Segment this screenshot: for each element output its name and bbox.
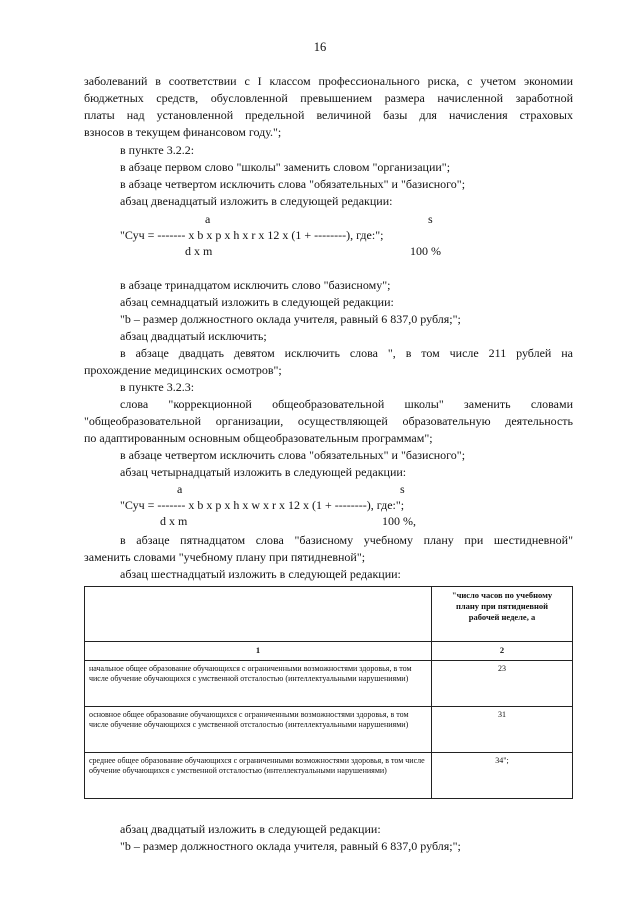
page-number: 16 [313, 40, 327, 54]
paragraph-line: платы над установленной предельной величиной базы для начисления страховых [84, 108, 573, 122]
amendment-line: в абзаце двадцать девятом исключить слова ", в том числе 211 рублей на [120, 346, 573, 360]
formula-denominator: d x m [185, 244, 213, 258]
clause-heading: в пункте 3.2.2: [120, 143, 195, 157]
education-level-cell: основное общее образование обучающихся с ограниченными возможностями здоровья, в том числе обучение обучающихся с умственной отсталостью (интеллектуальными нарушениями) [85, 707, 432, 753]
table-header-row [85, 587, 573, 642]
table-header-cell-empty [85, 587, 432, 642]
table-header-cell-hours: "число часов по учебному плану при пятидневной рабочей неделе, a [432, 587, 573, 642]
formula-main: "Суч = ------- x b x p x h x w x r x 12 x (1 + --------), где:"; [120, 498, 405, 512]
amendment-line: в абзаце тринадцатом исключить слово "базисному"; [120, 278, 391, 292]
formula-numerator-a: a [205, 212, 211, 226]
amendment-line: в абзаце первом слово "школы" заменить словом "организации"; [120, 160, 451, 174]
formula-denominator: d x m [160, 514, 188, 528]
clause-heading: в пункте 3.2.3: [120, 380, 195, 394]
amendment-line: заменить словами "учебному плану при пятидневной"; [84, 550, 366, 564]
amendment-line: абзац шестнадцатый изложить в следующей редакции: [120, 567, 401, 581]
hours-value-cell: 34"; [432, 753, 573, 799]
amendment-line: в абзаце четвертом исключить слова "обязательных" и "базисного"; [120, 448, 466, 462]
amendment-line: "b – размер должностного оклада учителя, равный 6 837,0 рубля;"; [120, 839, 461, 853]
education-level-cell: начальное общее образование обучающихся с ограниченными возможностями здоровья, в том числе обучение обучающихся с умственной отсталостью (интеллектуальными нарушениями) [85, 661, 432, 707]
column-number-2: 2 [432, 642, 573, 661]
amendment-line: "общеобразовательной организации, осуществляющей образовательную деятельность [84, 414, 573, 428]
paragraph-line: бюджетных средств, обусловленной превышением размера начисленной заработной [84, 91, 573, 105]
table-row [85, 661, 573, 707]
formula-percent: 100 %, [382, 514, 416, 528]
amendment-line: прохождение медицинских осмотров"; [84, 363, 282, 377]
amendment-line: абзац семнадцатый изложить в следующей редакции: [120, 295, 394, 309]
amendment-line: абзац четырнадцатый изложить в следующей редакции: [120, 465, 407, 479]
education-level-cell: среднее общее образование обучающихся с ограниченными возможностями здоровья, в том числе обучение обучающихся с умственной отсталостью (интеллектуальными нарушениями) [85, 753, 432, 799]
column-number-1: 1 [85, 642, 432, 661]
paragraph-line: заболеваний в соответствии с I классом профессионального риска, с учетом экономии [84, 74, 573, 88]
formula-percent: 100 % [410, 244, 441, 258]
formula-numerator-s: s [400, 482, 405, 496]
amendment-line: абзац двадцатый исключить; [120, 329, 267, 343]
amendment-line: абзац двенадцатый изложить в следующей редакции: [120, 194, 393, 208]
amendment-line: в абзаце четвертом исключить слова "обязательных" и "базисного"; [120, 177, 466, 191]
amendment-line: по адаптированным основным общеобразовательным программам"; [84, 431, 433, 445]
table-row [85, 707, 573, 753]
table-row [85, 753, 573, 799]
formula-main: "Суч = ------- x b x p x h x r x 12 x (1 + --------), где:"; [120, 228, 384, 242]
hours-value-cell: 23 [432, 661, 573, 707]
paragraph-line: взносов в текущем финансовом году."; [84, 125, 282, 139]
formula-numerator-a: a [177, 482, 183, 496]
formula-numerator-s: s [428, 212, 433, 226]
table-number-row [85, 642, 573, 661]
hours-table [84, 586, 573, 799]
hours-value-cell: 31 [432, 707, 573, 753]
amendment-line: "b – размер должностного оклада учителя, равный 6 837,0 рубля;"; [120, 312, 461, 326]
amendment-line: абзац двадцатый изложить в следующей редакции: [120, 822, 381, 836]
amendment-line: в абзаце пятнадцатом слова "базисному учебному плану при шестидневной" [120, 533, 573, 547]
amendment-line: слова "коррекционной общеобразовательной школы" заменить словами [120, 397, 573, 411]
